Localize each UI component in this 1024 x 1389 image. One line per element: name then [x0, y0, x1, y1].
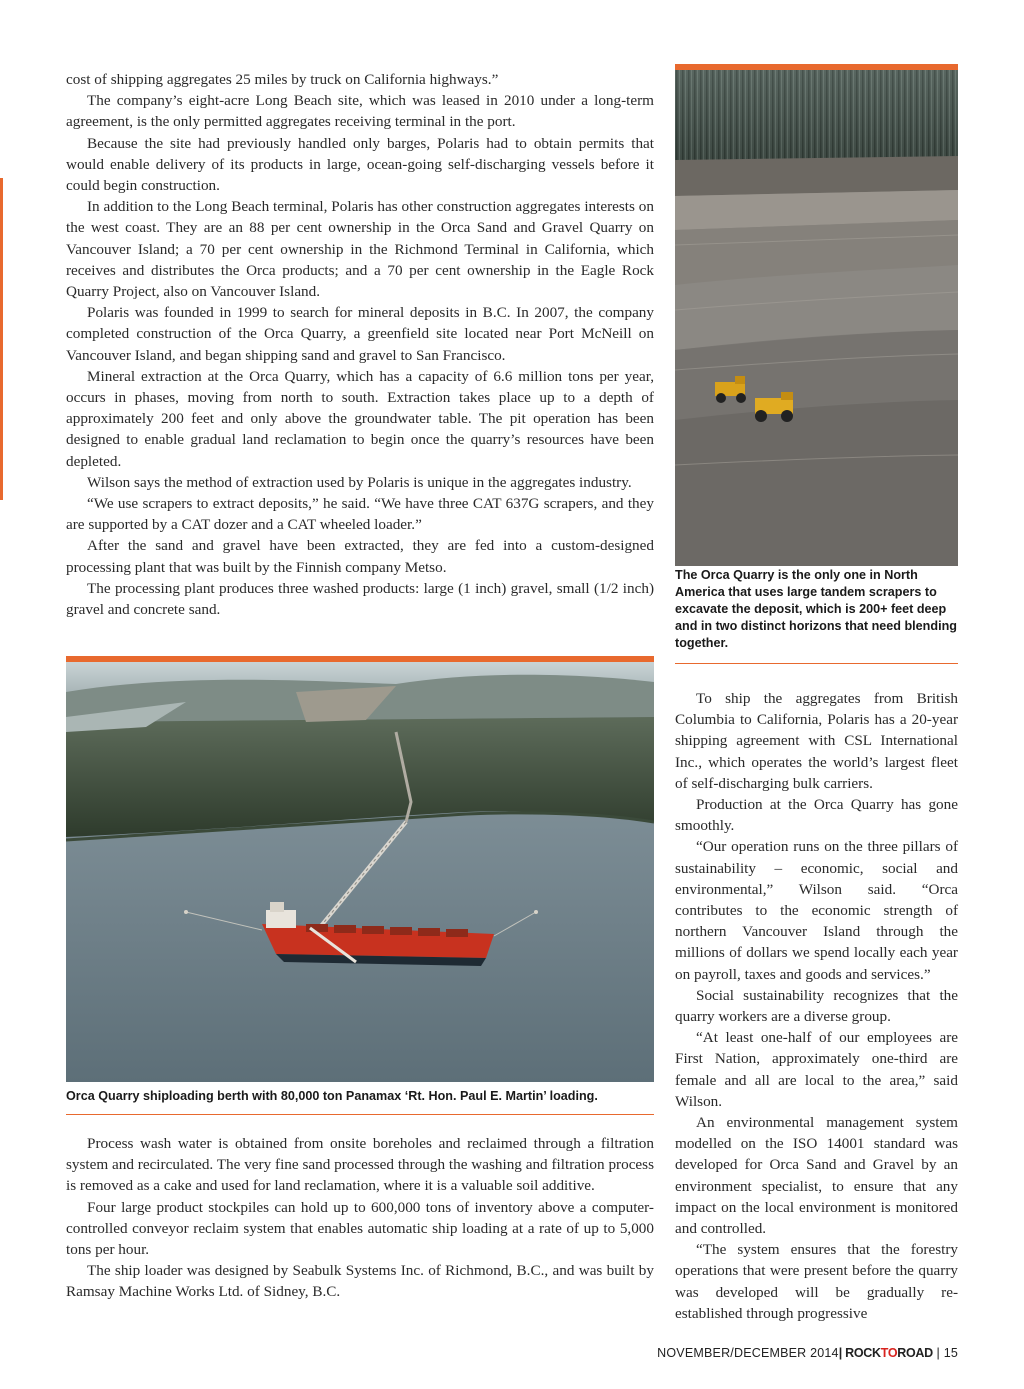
ship-photo-illustration: [66, 662, 654, 1082]
paragraph: “We use scrapers to extract deposits,” he said. “We have three CAT 637G scrapers, and they are supported by a CAT dozer and a CAT wheeled loader.”: [66, 495, 654, 534]
caption-divider: [675, 663, 958, 664]
paragraph: Process wash water is obtained from onsite boreholes and reclaimed through a filtration system and recirculated. The very fine sand processed through the washing and filtration process is removed as a cake and used for land reclamation, where it is a valuable soil additive.: [66, 1135, 654, 1195]
paragraph: In addition to the Long Beach terminal, Polaris has other construction aggregates interests on the west coast. They are an 88 per cent ownership in the Orca Sand and Gravel Quarry on Vancouver Island; a 70 per cent ownership in the Richmond Terminal in California, which receives and distributes the Orca products; and a 70 per cent ownership in the Eagle Rock Quarry Project, also on Vancouver Island.: [66, 198, 654, 301]
page-footer: [657, 1346, 958, 1360]
quarry-photo-caption: The Orca Quarry is the only one in North America that uses large tandem scrapers to excavate the deposit, which is 200+ feet deep and in two distinct horizons that need blending together.: [675, 568, 957, 650]
paragraph: Social sustainability recognizes that the quarry workers are a diverse group.: [675, 986, 958, 1026]
paragraph: An environmental management system modelled on the ISO 14001 standard was developed for Orca Sand and Gravel by an environment specialist, to ensure that any impact on the local environment is monitored and controlled.: [675, 1114, 958, 1238]
paragraph: “The system ensures that the forestry operations that were present before the quarry was developed will be gradually re-established through progressive: [675, 1241, 958, 1322]
paragraph: Wilson says the method of extraction used by Polaris is unique in the aggregates industry.: [87, 473, 632, 491]
quarry-scrapers-photo: [675, 64, 958, 566]
paragraph: Mineral extraction at the Orca Quarry, which has a capacity of 6.6 million tons per year, occurs in phases, moving from north to south. Extraction takes place up to a depth of approximately 200 feet and only above the groundwater table. The pit operation has been designed to enable gradual land reclamation to begin once the quarry’s resources have been depleted.: [66, 367, 654, 470]
page-number: 15: [943, 1346, 958, 1360]
paragraph: Because the site had previously handled only barges, Polaris had to obtain permits that would enable delivery of its products in large, ocean-going self-discharging vessels before it could begin construction.: [66, 134, 654, 195]
ship-photo-caption: Orca Quarry shiploading berth with 80,000 ton Panamax ‘Rt. Hon. Paul E. Martin’ loading.: [66, 1089, 598, 1103]
paragraph: “Our operation runs on the three pillars of sustainability – economic, social and environmental,” Wilson said. “Orca contributes to the economic strength of northern Vancouver Island through the millions of dollars we spend locally each year on payroll, taxes and goods and services.”: [675, 838, 958, 983]
shiploading-berth-photo: [66, 656, 654, 1082]
caption-divider: [66, 1114, 654, 1115]
paragraph: Four large product stockpiles can hold up to 600,000 tons of inventory above a computer-controlled conveyor reclaim system that enables automatic ship loading at a rate of up to 5,000 tons per hour.: [66, 1198, 654, 1259]
issue-date: NOVEMBER/DECEMBER 2014: [657, 1346, 839, 1360]
article-column-right: [675, 688, 958, 1324]
page-edge-marker: [0, 178, 3, 500]
paragraph: cost of shipping aggregates 25 miles by truck on California highways.”: [66, 71, 499, 88]
paragraph: After the sand and gravel have been extracted, they are fed into a custom-designed processing plant that was built by the Finnish company Metso.: [66, 537, 654, 576]
paragraph: “At least one-half of our employees are First Nation, approximately one-third are female and all are local to the area,” said Wilson.: [675, 1029, 958, 1110]
footer-separator: |: [838, 1346, 842, 1360]
magazine-brand: [839, 1346, 933, 1360]
paragraph: Production at the Orca Quarry has gone smoothly.: [675, 796, 958, 835]
brand-to: TO: [880, 1346, 898, 1360]
paragraph: To ship the aggregates from British Columbia to California, Polaris has a 20-year shipping agreement with CSL International Inc., which operates the world’s largest fleet of self-discharging bulk carriers.: [675, 690, 958, 792]
brand-road: ROAD: [897, 1346, 933, 1360]
paragraph: The company’s eight-acre Long Beach site, which was leased in 2010 under a long-term agreement, is the only permitted aggregates receiving terminal in the port.: [66, 92, 654, 131]
paragraph: The processing plant produces three washed products: large (1 inch) gravel, small (1/2 inch) gravel and concrete sand.: [66, 579, 654, 619]
brand-rock: ROCK: [845, 1346, 881, 1360]
article-column-bottom-left: [66, 1133, 654, 1303]
footer-separator: |: [936, 1346, 940, 1360]
paragraph: The ship loader was designed by Seabulk Systems Inc. of Richmond, B.C., and was built by Ramsay Machine Works Ltd. of Sidney, B.C.: [66, 1262, 654, 1301]
quarry-photo-illustration: [675, 70, 958, 566]
paragraph: Polaris was founded in 1999 to search for mineral deposits in B.C. In 2007, the company completed construction of the Orca Quarry, a greenfield site located near Port McNeill on Vancouver Island, and began shipping sand and gravel to San Francisco.: [66, 304, 654, 364]
article-column-top-left: [66, 69, 654, 620]
